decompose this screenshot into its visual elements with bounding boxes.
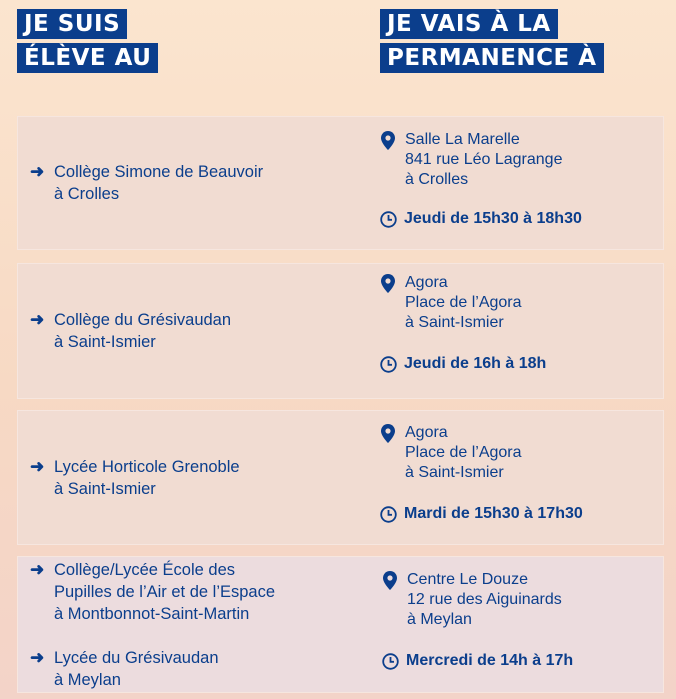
address-line: Place de l’Agora [405, 294, 522, 311]
address-line: à Crolles [405, 171, 469, 188]
address-line: Agora [405, 274, 448, 291]
clock-icon [382, 653, 406, 670]
arrow-right-icon: ➜ [30, 648, 45, 667]
permanence-time [382, 652, 573, 670]
permanence-address [381, 273, 522, 333]
address-line: à Meylan [407, 611, 472, 628]
school-town-line: à Saint-Ismier [54, 480, 156, 498]
address-line: Place de l’Agora [405, 444, 522, 461]
school-entry [30, 456, 240, 500]
arrow-right-icon: ➜ [30, 457, 45, 476]
arrow-right-icon: ➜ [30, 162, 45, 181]
address-line: 841 rue Léo Lagrange [405, 151, 563, 168]
permanence-time [380, 505, 583, 523]
permanence-address [383, 570, 562, 630]
school-entry [30, 161, 263, 205]
permanence-row-3 [17, 410, 664, 545]
school-name-line: Collège/Lycée École des [54, 561, 236, 579]
school-name-line: Lycée Horticole Grenoble [54, 458, 240, 476]
permanence-row-2 [17, 263, 664, 399]
school-name-line: Lycée du Grésivaudan [54, 649, 219, 667]
header-left-line-2: ÉLÈVE AU [17, 43, 158, 73]
school-name [54, 456, 240, 500]
school-name-line: Pupilles de l’Air et de l’Espace [54, 583, 276, 601]
clock-icon [380, 356, 404, 373]
map-pin-icon [383, 570, 407, 596]
school-entry [30, 647, 219, 691]
school-name [54, 559, 275, 625]
permanence-address [381, 423, 522, 483]
address-line: Centre Le Douze [407, 571, 528, 588]
school-town-line: à Montbonnot-Saint-Martin [54, 605, 250, 623]
address-line: à Saint-Ismier [405, 464, 504, 481]
permanence-time [380, 210, 582, 228]
time-text: Mardi de 15h30 à 17h30 [404, 505, 583, 522]
map-pin-icon [381, 273, 405, 299]
school-name-line: Collège Simone de Beauvoir [54, 163, 264, 181]
school-town-line: à Crolles [54, 185, 120, 203]
header-right-line-2: PERMANENCE À [380, 43, 604, 73]
header-left [17, 9, 158, 77]
school-town-line: à Meylan [54, 671, 121, 689]
school-name [54, 309, 231, 353]
school-name [54, 161, 263, 205]
map-pin-icon [381, 130, 405, 156]
school-name [54, 647, 219, 691]
permanence-time [380, 355, 546, 373]
map-pin-icon [381, 423, 405, 449]
address-line: 12 rue des Aiguinards [407, 591, 562, 608]
school-name-line: Collège du Grésivaudan [54, 311, 232, 329]
arrow-right-icon: ➜ [30, 560, 45, 579]
school-town-line: à Saint-Ismier [54, 333, 156, 351]
school-entry [30, 309, 231, 353]
clock-icon [380, 211, 404, 228]
permanence-row-1 [17, 116, 664, 250]
header-right-line-1: JE VAIS À LA [380, 9, 558, 39]
arrow-right-icon: ➜ [30, 310, 45, 329]
school-entry [30, 559, 275, 625]
address-line: Salle La Marelle [405, 131, 520, 148]
permanence-address [381, 130, 562, 190]
time-text: Mercredi de 14h à 17h [406, 652, 574, 669]
clock-icon [380, 506, 404, 523]
address-line: Agora [405, 424, 448, 441]
header-right [380, 9, 604, 77]
permanence-row-4 [17, 556, 664, 693]
header-left-line-1: JE SUIS [17, 9, 127, 39]
time-text: Jeudi de 15h30 à 18h30 [404, 210, 582, 227]
time-text: Jeudi de 16h à 18h [404, 355, 547, 372]
address-line: à Saint-Ismier [405, 314, 504, 331]
